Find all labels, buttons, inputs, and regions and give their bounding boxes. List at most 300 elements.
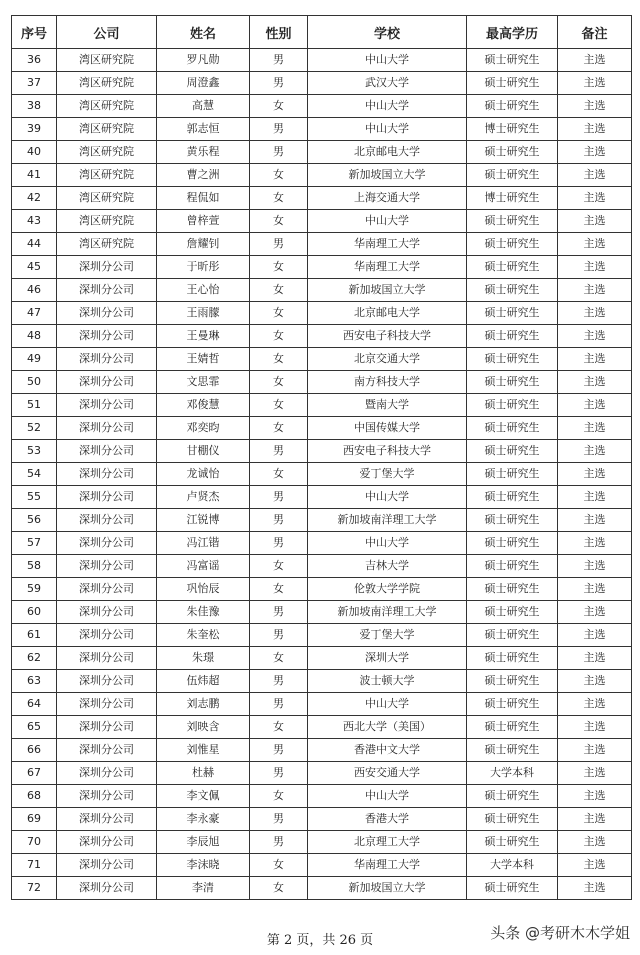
gender-cell: 女: [250, 417, 308, 440]
name-cell: 文思霏: [157, 371, 250, 394]
gender-cell: 女: [250, 210, 308, 233]
school-cell: 北京邮电大学: [308, 302, 467, 325]
company-cell: 深圳分公司: [57, 555, 157, 578]
index-cell: 41: [12, 164, 57, 187]
education-cell: 硕士研究生: [467, 532, 558, 555]
company-cell: 深圳分公司: [57, 624, 157, 647]
table-row: [12, 279, 632, 302]
gender-cell: 男: [250, 624, 308, 647]
school-cell: 西安电子科技大学: [308, 440, 467, 463]
education-cell: 硕士研究生: [467, 440, 558, 463]
index-cell: 38: [12, 95, 57, 118]
watermark: 头条 @考研木木学姐: [490, 924, 630, 942]
school-cell: 暨南大学: [308, 394, 467, 417]
company-cell: 深圳分公司: [57, 532, 157, 555]
header-name: 姓名: [157, 16, 250, 49]
index-cell: 62: [12, 647, 57, 670]
company-cell: 深圳分公司: [57, 601, 157, 624]
table-row: [12, 371, 632, 394]
remark-cell: 主选: [558, 417, 632, 440]
remark-cell: 主选: [558, 302, 632, 325]
education-cell: 硕士研究生: [467, 486, 558, 509]
index-cell: 63: [12, 670, 57, 693]
remark-cell: 主选: [558, 716, 632, 739]
school-cell: 爱丁堡大学: [308, 463, 467, 486]
company-cell: 深圳分公司: [57, 647, 157, 670]
company-cell: 深圳分公司: [57, 509, 157, 532]
table-row: [12, 440, 632, 463]
education-cell: 硕士研究生: [467, 279, 558, 302]
school-cell: 北京理工大学: [308, 831, 467, 854]
name-cell: 朱璟: [157, 647, 250, 670]
index-cell: 45: [12, 256, 57, 279]
name-cell: 刘志鹏: [157, 693, 250, 716]
school-cell: 华南理工大学: [308, 233, 467, 256]
remark-cell: 主选: [558, 670, 632, 693]
index-cell: 43: [12, 210, 57, 233]
gender-cell: 男: [250, 509, 308, 532]
table-row: [12, 624, 632, 647]
index-cell: 39: [12, 118, 57, 141]
company-cell: 深圳分公司: [57, 831, 157, 854]
remark-cell: 主选: [558, 739, 632, 762]
school-cell: 香港大学: [308, 808, 467, 831]
index-cell: 67: [12, 762, 57, 785]
education-cell: 硕士研究生: [467, 302, 558, 325]
index-cell: 42: [12, 187, 57, 210]
remark-cell: 主选: [558, 578, 632, 601]
school-cell: 伦敦大学学院: [308, 578, 467, 601]
table-row: [12, 808, 632, 831]
company-cell: 深圳分公司: [57, 279, 157, 302]
name-cell: 朱奎松: [157, 624, 250, 647]
education-cell: 硕士研究生: [467, 693, 558, 716]
company-cell: 深圳分公司: [57, 348, 157, 371]
education-cell: 硕士研究生: [467, 256, 558, 279]
education-cell: 大学本科: [467, 762, 558, 785]
name-cell: 罗凡勋: [157, 49, 250, 72]
gender-cell: 男: [250, 808, 308, 831]
company-cell: 深圳分公司: [57, 693, 157, 716]
school-cell: 新加坡南洋理工大学: [308, 509, 467, 532]
education-cell: 硕士研究生: [467, 555, 558, 578]
table-row: [12, 164, 632, 187]
name-cell: 冯富谣: [157, 555, 250, 578]
gender-cell: 男: [250, 739, 308, 762]
name-cell: 甘棚仪: [157, 440, 250, 463]
remark-cell: 主选: [558, 486, 632, 509]
gender-cell: 女: [250, 578, 308, 601]
company-cell: 深圳分公司: [57, 578, 157, 601]
remark-cell: 主选: [558, 647, 632, 670]
company-cell: 湾区研究院: [57, 118, 157, 141]
name-cell: 朱佳豫: [157, 601, 250, 624]
remark-cell: 主选: [558, 854, 632, 877]
name-cell: 冯江锴: [157, 532, 250, 555]
remark-cell: 主选: [558, 95, 632, 118]
index-cell: 46: [12, 279, 57, 302]
gender-cell: 男: [250, 670, 308, 693]
name-cell: 龙诚怡: [157, 463, 250, 486]
index-cell: 52: [12, 417, 57, 440]
gender-cell: 女: [250, 187, 308, 210]
education-cell: 硕士研究生: [467, 624, 558, 647]
gender-cell: 女: [250, 647, 308, 670]
remark-cell: 主选: [558, 693, 632, 716]
gender-cell: 女: [250, 877, 308, 900]
table-row: [12, 670, 632, 693]
education-cell: 硕士研究生: [467, 210, 558, 233]
name-cell: 郭志恒: [157, 118, 250, 141]
education-cell: 硕士研究生: [467, 95, 558, 118]
gender-cell: 女: [250, 463, 308, 486]
company-cell: 深圳分公司: [57, 417, 157, 440]
index-cell: 49: [12, 348, 57, 371]
education-cell: 硕士研究生: [467, 509, 558, 532]
remark-cell: 主选: [558, 233, 632, 256]
gender-cell: 女: [250, 95, 308, 118]
education-cell: 硕士研究生: [467, 716, 558, 739]
company-cell: 深圳分公司: [57, 877, 157, 900]
school-cell: 中山大学: [308, 693, 467, 716]
gender-cell: 女: [250, 716, 308, 739]
name-cell: 王曼琳: [157, 325, 250, 348]
remark-cell: 主选: [558, 118, 632, 141]
company-cell: 湾区研究院: [57, 49, 157, 72]
gender-cell: 男: [250, 440, 308, 463]
remark-cell: 主选: [558, 348, 632, 371]
table-row: [12, 394, 632, 417]
index-cell: 53: [12, 440, 57, 463]
table-row: [12, 417, 632, 440]
name-cell: 江锐博: [157, 509, 250, 532]
company-cell: 深圳分公司: [57, 854, 157, 877]
company-cell: 深圳分公司: [57, 486, 157, 509]
school-cell: 中山大学: [308, 210, 467, 233]
name-cell: 王婧哲: [157, 348, 250, 371]
header-remark: 备注: [558, 16, 632, 49]
education-cell: 硕士研究生: [467, 831, 558, 854]
index-cell: 72: [12, 877, 57, 900]
name-cell: 李沫晓: [157, 854, 250, 877]
education-cell: 硕士研究生: [467, 785, 558, 808]
school-cell: 吉林大学: [308, 555, 467, 578]
remark-cell: 主选: [558, 831, 632, 854]
gender-cell: 女: [250, 256, 308, 279]
gender-cell: 男: [250, 72, 308, 95]
table-row: [12, 831, 632, 854]
education-cell: 硕士研究生: [467, 325, 558, 348]
index-cell: 71: [12, 854, 57, 877]
school-cell: 波士顿大学: [308, 670, 467, 693]
company-cell: 深圳分公司: [57, 302, 157, 325]
table-row: [12, 739, 632, 762]
school-cell: 深圳大学: [308, 647, 467, 670]
remark-cell: 主选: [558, 141, 632, 164]
education-cell: 博士研究生: [467, 187, 558, 210]
school-cell: 北京交通大学: [308, 348, 467, 371]
candidate-list-table: [11, 15, 632, 900]
school-cell: 新加坡国立大学: [308, 877, 467, 900]
index-cell: 37: [12, 72, 57, 95]
education-cell: 硕士研究生: [467, 72, 558, 95]
header-education: 最高学历: [467, 16, 558, 49]
company-cell: 深圳分公司: [57, 785, 157, 808]
remark-cell: 主选: [558, 164, 632, 187]
name-cell: 邓俊慧: [157, 394, 250, 417]
name-cell: 李文佩: [157, 785, 250, 808]
table-row: [12, 463, 632, 486]
gender-cell: 男: [250, 831, 308, 854]
company-cell: 深圳分公司: [57, 716, 157, 739]
name-cell: 杜赫: [157, 762, 250, 785]
name-cell: 高慧: [157, 95, 250, 118]
school-cell: 西安交通大学: [308, 762, 467, 785]
index-cell: 69: [12, 808, 57, 831]
company-cell: 深圳分公司: [57, 325, 157, 348]
gender-cell: 男: [250, 762, 308, 785]
gender-cell: 男: [250, 601, 308, 624]
index-cell: 61: [12, 624, 57, 647]
table-row: [12, 555, 632, 578]
remark-cell: 主选: [558, 808, 632, 831]
table-row: [12, 233, 632, 256]
table-row: [12, 187, 632, 210]
index-cell: 44: [12, 233, 57, 256]
gender-cell: 女: [250, 348, 308, 371]
education-cell: 硕士研究生: [467, 739, 558, 762]
company-cell: 湾区研究院: [57, 95, 157, 118]
index-cell: 66: [12, 739, 57, 762]
education-cell: 硕士研究生: [467, 670, 558, 693]
company-cell: 湾区研究院: [57, 233, 157, 256]
company-cell: 湾区研究院: [57, 210, 157, 233]
name-cell: 于昕彤: [157, 256, 250, 279]
name-cell: 黄乐程: [157, 141, 250, 164]
header-index: 序号: [12, 16, 57, 49]
gender-cell: 女: [250, 371, 308, 394]
header-gender: 性别: [250, 16, 308, 49]
index-cell: 47: [12, 302, 57, 325]
education-cell: 硕士研究生: [467, 233, 558, 256]
education-cell: 硕士研究生: [467, 417, 558, 440]
school-cell: 南方科技大学: [308, 371, 467, 394]
remark-cell: 主选: [558, 325, 632, 348]
remark-cell: 主选: [558, 624, 632, 647]
education-cell: 硕士研究生: [467, 601, 558, 624]
education-cell: 硕士研究生: [467, 647, 558, 670]
remark-cell: 主选: [558, 532, 632, 555]
remark-cell: 主选: [558, 463, 632, 486]
name-cell: 詹耀钊: [157, 233, 250, 256]
education-cell: 硕士研究生: [467, 394, 558, 417]
school-cell: 新加坡国立大学: [308, 164, 467, 187]
index-cell: 56: [12, 509, 57, 532]
education-cell: 博士研究生: [467, 118, 558, 141]
remark-cell: 主选: [558, 785, 632, 808]
name-cell: 卢贤杰: [157, 486, 250, 509]
name-cell: 曾梓萱: [157, 210, 250, 233]
table-row: [12, 509, 632, 532]
name-cell: 伍炜超: [157, 670, 250, 693]
index-cell: 64: [12, 693, 57, 716]
index-cell: 36: [12, 49, 57, 72]
gender-cell: 男: [250, 486, 308, 509]
company-cell: 深圳分公司: [57, 394, 157, 417]
education-cell: 硕士研究生: [467, 348, 558, 371]
school-cell: 新加坡国立大学: [308, 279, 467, 302]
company-cell: 湾区研究院: [57, 141, 157, 164]
page-number: 第 2 页，共 26 页: [266, 933, 374, 948]
table-row: [12, 785, 632, 808]
table-row: [12, 854, 632, 877]
table-row: [12, 578, 632, 601]
education-cell: 硕士研究生: [467, 877, 558, 900]
table-body: [12, 49, 632, 900]
header-company: 公司: [57, 16, 157, 49]
company-cell: 深圳分公司: [57, 739, 157, 762]
education-cell: 大学本科: [467, 854, 558, 877]
table-row: [12, 716, 632, 739]
name-cell: 邓奕昀: [157, 417, 250, 440]
remark-cell: 主选: [558, 394, 632, 417]
school-cell: 西北大学（美国）: [308, 716, 467, 739]
company-cell: 深圳分公司: [57, 463, 157, 486]
table-row: [12, 95, 632, 118]
school-cell: 中山大学: [308, 95, 467, 118]
index-cell: 48: [12, 325, 57, 348]
name-cell: 曹之洲: [157, 164, 250, 187]
gender-cell: 女: [250, 302, 308, 325]
school-cell: 新加坡南洋理工大学: [308, 601, 467, 624]
school-cell: 中山大学: [308, 785, 467, 808]
name-cell: 巩怡辰: [157, 578, 250, 601]
school-cell: 中国传媒大学: [308, 417, 467, 440]
school-cell: 爱丁堡大学: [308, 624, 467, 647]
name-cell: 王心怡: [157, 279, 250, 302]
gender-cell: 男: [250, 693, 308, 716]
index-cell: 65: [12, 716, 57, 739]
school-cell: 上海交通大学: [308, 187, 467, 210]
table-row: [12, 486, 632, 509]
school-cell: 华南理工大学: [308, 854, 467, 877]
remark-cell: 主选: [558, 440, 632, 463]
header-school: 学校: [308, 16, 467, 49]
gender-cell: 女: [250, 164, 308, 187]
index-cell: 68: [12, 785, 57, 808]
gender-cell: 女: [250, 325, 308, 348]
index-cell: 58: [12, 555, 57, 578]
table-row: [12, 49, 632, 72]
gender-cell: 男: [250, 532, 308, 555]
education-cell: 硕士研究生: [467, 808, 558, 831]
table-header-row: [12, 16, 632, 49]
table-row: [12, 762, 632, 785]
school-cell: 北京邮电大学: [308, 141, 467, 164]
name-cell: 李辰旭: [157, 831, 250, 854]
gender-cell: 女: [250, 394, 308, 417]
table-row: [12, 118, 632, 141]
name-cell: 李清: [157, 877, 250, 900]
gender-cell: 男: [250, 233, 308, 256]
table-row: [12, 532, 632, 555]
education-cell: 硕士研究生: [467, 164, 558, 187]
candidate-list-table-container: [11, 15, 631, 900]
school-cell: 中山大学: [308, 49, 467, 72]
company-cell: 深圳分公司: [57, 762, 157, 785]
index-cell: 54: [12, 463, 57, 486]
index-cell: 55: [12, 486, 57, 509]
remark-cell: 主选: [558, 762, 632, 785]
gender-cell: 女: [250, 785, 308, 808]
table-row: [12, 601, 632, 624]
gender-cell: 女: [250, 279, 308, 302]
education-cell: 硕士研究生: [467, 463, 558, 486]
school-cell: 中山大学: [308, 532, 467, 555]
index-cell: 60: [12, 601, 57, 624]
table-row: [12, 141, 632, 164]
remark-cell: 主选: [558, 601, 632, 624]
remark-cell: 主选: [558, 279, 632, 302]
index-cell: 51: [12, 394, 57, 417]
education-cell: 硕士研究生: [467, 141, 558, 164]
name-cell: 李永豪: [157, 808, 250, 831]
gender-cell: 男: [250, 118, 308, 141]
remark-cell: 主选: [558, 877, 632, 900]
remark-cell: 主选: [558, 509, 632, 532]
name-cell: 程侃如: [157, 187, 250, 210]
school-cell: 西安电子科技大学: [308, 325, 467, 348]
gender-cell: 男: [250, 141, 308, 164]
school-cell: 武汉大学: [308, 72, 467, 95]
name-cell: 周澄鑫: [157, 72, 250, 95]
index-cell: 59: [12, 578, 57, 601]
table-row: [12, 877, 632, 900]
name-cell: 刘惟星: [157, 739, 250, 762]
gender-cell: 女: [250, 555, 308, 578]
table-row: [12, 325, 632, 348]
name-cell: 王雨朦: [157, 302, 250, 325]
company-cell: 湾区研究院: [57, 187, 157, 210]
table-row: [12, 256, 632, 279]
company-cell: 深圳分公司: [57, 440, 157, 463]
remark-cell: 主选: [558, 187, 632, 210]
remark-cell: 主选: [558, 256, 632, 279]
school-cell: 华南理工大学: [308, 256, 467, 279]
company-cell: 深圳分公司: [57, 670, 157, 693]
company-cell: 深圳分公司: [57, 256, 157, 279]
school-cell: 香港中文大学: [308, 739, 467, 762]
table-row: [12, 693, 632, 716]
gender-cell: 男: [250, 49, 308, 72]
gender-cell: 女: [250, 854, 308, 877]
index-cell: 50: [12, 371, 57, 394]
remark-cell: 主选: [558, 49, 632, 72]
remark-cell: 主选: [558, 72, 632, 95]
index-cell: 70: [12, 831, 57, 854]
education-cell: 硕士研究生: [467, 49, 558, 72]
table-row: [12, 647, 632, 670]
table-row: [12, 348, 632, 371]
education-cell: 硕士研究生: [467, 371, 558, 394]
table-row: [12, 210, 632, 233]
table-row: [12, 302, 632, 325]
school-cell: 中山大学: [308, 118, 467, 141]
index-cell: 40: [12, 141, 57, 164]
remark-cell: 主选: [558, 371, 632, 394]
education-cell: 硕士研究生: [467, 578, 558, 601]
remark-cell: 主选: [558, 210, 632, 233]
